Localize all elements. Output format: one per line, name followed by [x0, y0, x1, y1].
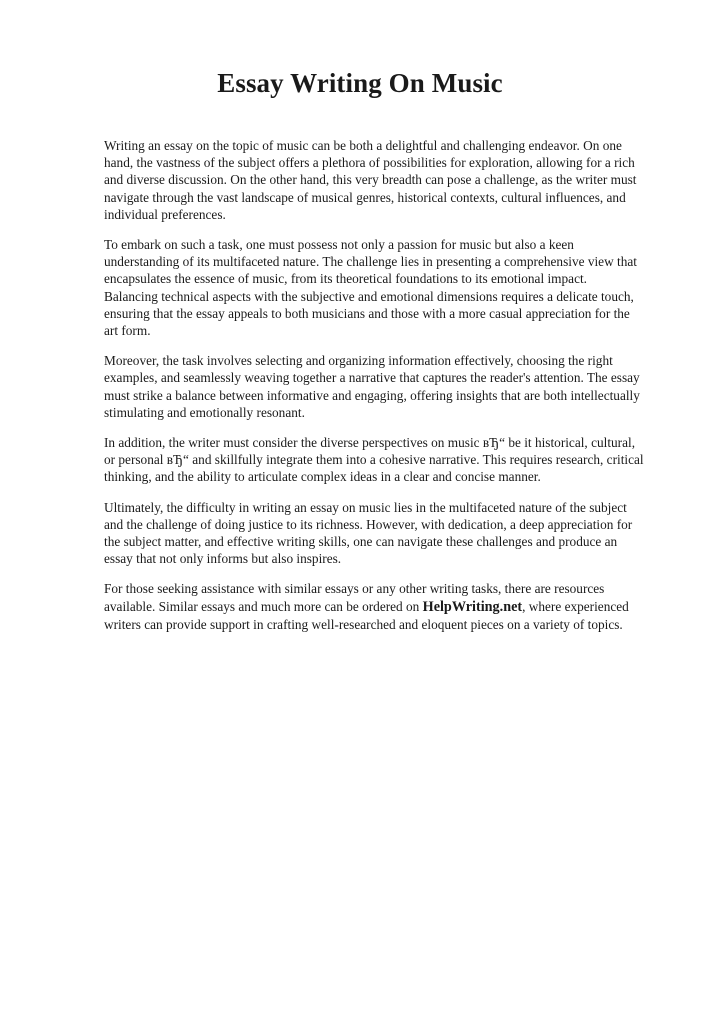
paragraph-6-outro: , where experienced writers can provide support in crafting well-researched and eloquent pieces on a variety of topics.: [104, 598, 629, 632]
paragraph-1: Writing an essay on the topic of music can be both a delightful and challenging endeavor. On one hand, the vastness of the subject offers a plethora of possibilities for exploration, allowing for a rich and diverse discussion. On the other hand, this very breadth can pose a challenge, as the writer must navigate through the vast landscape of musical genres, historical contexts, cultural influences, and individual preferences.: [104, 138, 637, 222]
document-title: Essay Writing On Music: [217, 68, 503, 98]
paragraph-2: To embark on such a task, one must possess not only a passion for music but also a keen understanding of its multifaceted nature. The challenge lies in presenting a comprehensive view that encapsulates the essence of music, from its theoretical foundations to its emotional impact. Balancing technical aspects with the subjective and emotional dimensions requires a delicate touch, ensuring that the essay appeals to both musicians and those with a more casual appreciation for the art form.: [104, 237, 637, 339]
paragraph-4: In addition, the writer must consider the diverse perspectives on music вЂ“ be it historical, cultural, or personal вЂ“ and skillfully integrate them into a cohesive narrative. This requires research, critical thinking, and the ability to articulate complex ideas in a clear and concise manner.: [104, 435, 644, 485]
document-body: [104, 137, 644, 646]
paragraph-6: [104, 580, 644, 633]
helpwriting-link[interactable]: HelpWriting.net: [422, 598, 523, 615]
paragraph-5: Ultimately, the difficulty in writing an essay on music lies in the multifaceted nature of the subject and the challenge of doing justice to its richness. However, with dedication, a deep appreciation for the subject matter, and effective writing skills, one can navigate these challenges and produce an essay that not only informs but also inspires.: [104, 499, 633, 567]
paragraph-6-intro: For those seeking assistance with similar essays or any other writing tasks, there are resources available. Similar essays and much more can be ordered on: [104, 581, 605, 614]
paragraph-3: Moreover, the task involves selecting and organizing information effectively, choosing the right examples, and seamlessly weaving together a narrative that captures the reader's attention. The essay must strike a balance between informative and engaging, offering insights that are both intellectually stimulating and emotionally resonant.: [104, 353, 640, 420]
